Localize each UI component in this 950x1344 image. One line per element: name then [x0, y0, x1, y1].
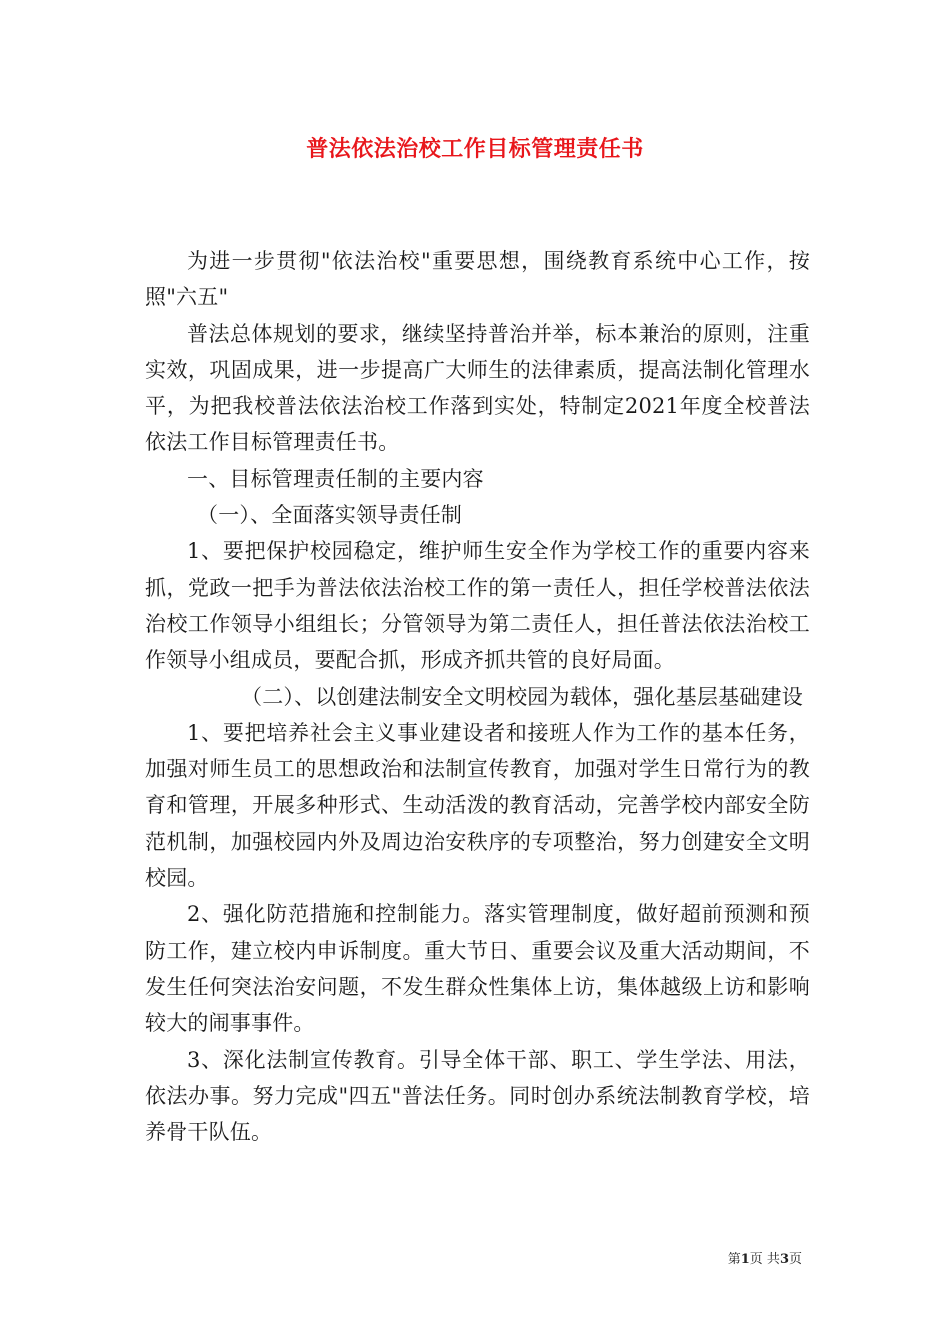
- subsection-heading: （二）、以创建法制安全文明校园为载体，强化基层基础建设: [241, 684, 803, 709]
- document-body: [145, 243, 810, 1150]
- footer-page-number: 1: [740, 1252, 750, 1267]
- footer-total-pages: 3: [779, 1252, 789, 1267]
- section-heading: 一、目标管理责任制的主要内容: [187, 466, 484, 491]
- footer-middle: 页 共: [749, 1252, 780, 1267]
- paragraph: 为进一步贯彻"依法治校"重要思想，围绕教育系统中心工作，按照"六五": [145, 249, 810, 310]
- page-footer: [728, 1248, 802, 1267]
- subsection-heading: （一）、全面落实领导责任制: [197, 503, 463, 528]
- document-title: 普法依法治校工作目标管理责任书: [306, 137, 644, 162]
- paragraph: 3、深化法制宣传教育。引导全体干部、职工、学生学法、用法，依法办事。努力完成"四五"普法任务。同时创办系统法制教育学校，培养骨干队伍。: [145, 1047, 810, 1145]
- footer-prefix: 第: [727, 1252, 741, 1267]
- paragraph: 普法总体规划的要求，继续坚持普治并举，标本兼治的原则，注重实效，巩固成果，进一步提高广大师生的法律素质，提高法制化管理水平，为把我校普法依法治校工作落到实处，特制定2021年度全校普法依法工作目标管理责任书。: [145, 321, 810, 455]
- footer-suffix: 页: [788, 1252, 802, 1267]
- paragraph: 1、要把培养社会主义事业建设者和接班人作为工作的基本任务，加强对师生员工的思想政治和法制宣传教育，加强对学生日常行为的教育和管理，开展多种形式、生动活泼的教育活动，完善学校内部安全防范机制，加强校园内外及周边治安秩序的专项整治，努力创建安全文明校园。: [145, 720, 810, 891]
- paragraph: 2、强化防范措施和控制能力。落实管理制度，做好超前预测和预防工作，建立校内申诉制度。重大节日、重要会议及重大活动期间，不发生任何突法治安问题，不发生群众性集体上访，集体越级上访和影响较大的闹事事件。: [145, 902, 810, 1036]
- paragraph: 1、要把保护校园稳定，维护师生安全作为学校工作的重要内容来抓，党政一把手为普法依法治校工作的第一责任人，担任学校普法依法治校工作领导小组组长；分管领导为第二责任人，担任普法依法治校工作领导小组成员，要配合抓，形成齐抓共管的良好局面。: [145, 539, 810, 673]
